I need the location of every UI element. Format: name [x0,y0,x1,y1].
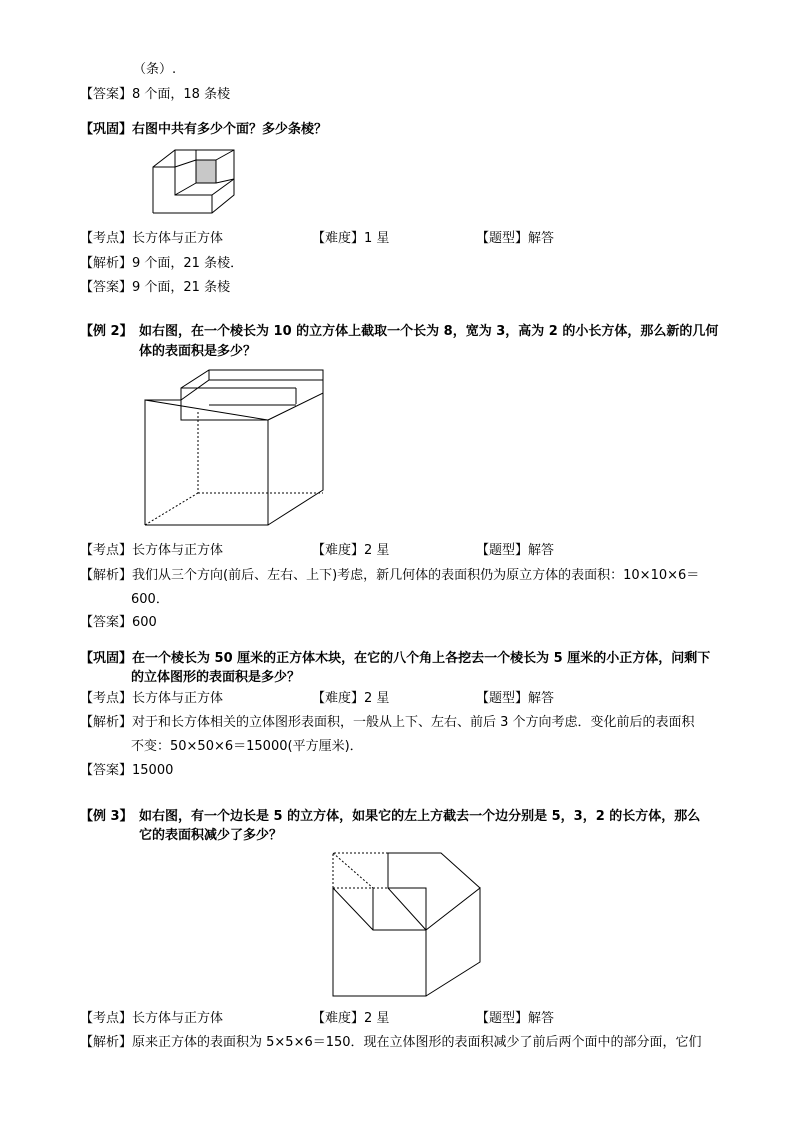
example-label: 【例 2】 [80,324,133,339]
daan: 【答案】600 [80,615,157,630]
example-question-line1: 如右图，在一个棱长为 10 的立方体上截取一个长为 8，宽为 3，高为 2 的小长方体，那么新的几何 [139,324,719,339]
figure-stepped-block [150,148,240,218]
figure-cube-corner-cut [328,848,486,1000]
consolidation-question-line1: 【巩固】在一个棱长为 50 厘米的正方体木块，在它的八个角上各挖去一个棱长为 5 厘米的小正方体，问剩下 [80,651,711,666]
consolidation-question: 【巩固】右图中共有多少个面？多少条棱？ [80,122,328,137]
consolidation-question-line2: 的立体图形的表面积是多少？ [131,670,301,685]
jiexi-line1: 【解析】对于和长方体相关的立体图形表面积，一般从上下、左右、前后 3 个方向考虑．变化前后的表面积 [80,715,695,730]
figure-cube-cut [140,366,330,531]
tixing: 【题型】解答 [476,1011,555,1026]
example-question-line2: 体的表面积是多少？ [139,344,257,359]
nandu: 【难度】2 星 [312,691,390,706]
daan: 【答案】9 个面，21 条棱 [80,280,231,295]
kaodian: 【考点】长方体与正方体 [80,231,224,246]
nandu: 【难度】1 星 [312,231,390,246]
example-question-line2: 它的表面积减少了多少？ [139,828,283,843]
continued-text: （条）. [133,62,177,77]
kaodian: 【考点】长方体与正方体 [80,1011,224,1026]
tixing: 【题型】解答 [476,543,555,558]
example-label: 【例 3】 [80,809,133,824]
jiexi-line1: 【解析】我们从三个方向(前后、左右、上下)考虑，新几何体的表面积仍为原立方体的表面积：10×10×6＝ [80,568,700,583]
jiexi-line1: 【解析】原来正方体的表面积为 5×5×6＝150．现在立体图形的表面积减少了前后两个面中的部分面，它们 [80,1035,702,1050]
kaodian: 【考点】长方体与正方体 [80,543,224,558]
answer-line: 【答案】8 个面，18 条棱 [80,87,231,102]
nandu: 【难度】2 星 [312,543,390,558]
daan: 【答案】15000 [80,763,174,778]
shaded-face [196,160,216,183]
tixing: 【题型】解答 [476,691,555,706]
jiexi: 【解析】9 个面，21 条棱． [80,256,244,271]
jiexi-line2: 不变：50×50×6＝15000(平方厘米)． [131,739,363,754]
kaodian: 【考点】长方体与正方体 [80,691,224,706]
jiexi-line2: 600． [131,592,169,607]
nandu: 【难度】2 星 [312,1011,390,1026]
tixing: 【题型】解答 [476,231,555,246]
example-question-line1: 如右图，有一个边长是 5 的立方体，如果它的左上方截去一个边分别是 5，3，2 的长方体，那么 [139,809,701,824]
